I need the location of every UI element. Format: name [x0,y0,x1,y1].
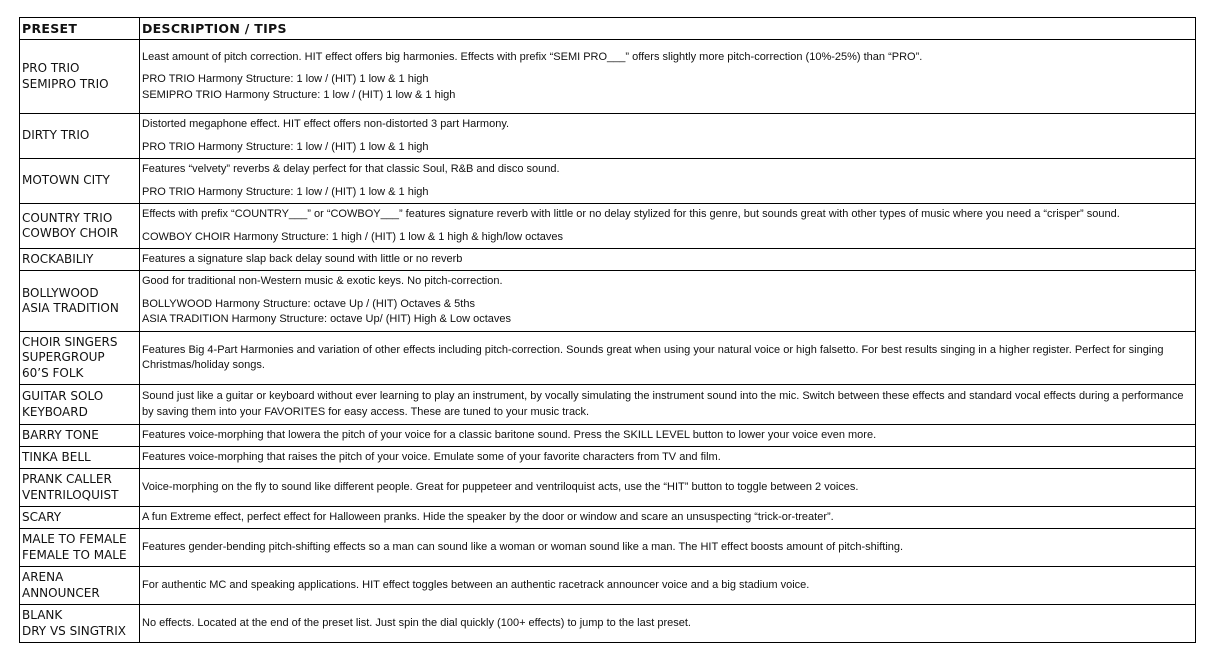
description-cell [140,567,1196,605]
harmony-structure: PRO TRIO Harmony Structure: 1 low / (HIT) 1 low & 1 high [142,185,429,198]
description-cell [140,507,1196,529]
table-body [20,40,1196,643]
preset-cell [20,159,140,204]
preset-name: TINKA BELL [22,449,91,464]
description-cell [140,447,1196,469]
preset-name: DIRTY TRIO [22,128,90,143]
description-text: Least amount of pitch correction. HIT effect offers big harmonies. Effects with prefix “SEMI PRO___” offers slightly more pitch-correction (10%-25%) than “PRO”. [142,50,923,63]
table-row [20,425,1196,447]
presets-table [19,17,1196,643]
preset-name: DRY VS SINGTRIX [22,623,127,638]
table-row [20,385,1196,425]
preset-cell [20,204,140,249]
description-text: Good for traditional non-Western music & exotic keys. No pitch-correction. [142,275,503,288]
preset-cell [20,114,140,159]
table-row [20,114,1196,159]
preset-name: SCARY [22,509,62,524]
preset-cell [20,507,140,529]
description-cell [140,204,1196,249]
preset-name: COWBOY CHOIR [22,226,119,240]
description-text: Effects with prefix “COUNTRY___” or “COWBOY___” features signature reverb with little or no delay stylized for this genre, but sounds great with other types of music where you need a “crisper” sound. [142,208,1120,220]
preset-name: KEYBOARD [22,404,88,419]
description-cell [140,159,1196,204]
preset-name: GUITAR SOLO [22,389,104,403]
description-cell [140,271,1196,332]
preset-name: SUPERGROUP [22,350,105,365]
table-row [20,567,1196,605]
table-row [20,605,1196,643]
description-cell [140,332,1196,385]
preset-cell [20,40,140,114]
preset-name: VENTRILOQUIST [22,487,119,502]
header-description: DESCRIPTION / TIPS [140,18,1196,40]
harmony-structure: SEMIPRO TRIO Harmony Structure: 1 low / (HIT) 1 low & 1 high [142,88,456,101]
table-row [20,507,1196,529]
description-text: No effects. Located at the end of the preset list. Just spin the dial quickly (100+ effects) to jump to the last preset. [142,616,691,629]
table-row [20,249,1196,271]
description-text: Features voice-morphing that raises the pitch of your voice. Emulate some of your favorite characters from TV and film. [142,450,721,463]
harmony-structure: PRO TRIO Harmony Structure: 1 low / (HIT) 1 low & 1 high [142,73,429,86]
description-cell [140,605,1196,643]
description-text: A fun Extreme effect, perfect effect for Halloween pranks. Hide the speaker by the door or window and scare an unsuspecting “trick-or-treater”. [142,510,834,523]
description-cell [140,425,1196,447]
preset-name: FEMALE TO MALE [22,547,127,562]
preset-cell [20,249,140,271]
preset-name: MALE TO FEMALE [22,532,127,546]
header-preset: PRESET [20,18,140,40]
preset-name: COUNTRY TRIO [22,210,113,225]
preset-name: ASIA TRADITION [22,301,119,315]
preset-cell [20,271,140,332]
description-text: Features gender-bending pitch-shifting effects so a man can sound like a woman or woman sound like a man. The HIT effect boosts amount of pitch-shifting. [142,540,904,553]
harmony-structure: COWBOY CHOIR Harmony Structure: 1 high / (HIT) 1 low & 1 high & high/low octaves [142,230,564,243]
harmony-structure: BOLLYWOOD Harmony Structure: octave Up / (HIT) Octaves & 5ths [142,297,475,310]
preset-cell [20,529,140,567]
preset-cell [20,425,140,447]
description-text: Voice-morphing on the fly to sound like different people. Great for puppeteer and ventriloquist acts, use the “HIT” button to toggle between 2 voices. [142,480,859,493]
preset-cell [20,567,140,605]
preset-name: CHOIR SINGERS [22,334,118,349]
description-cell [140,385,1196,425]
preset-cell [20,605,140,643]
preset-name: BARRY TONE [22,427,99,442]
preset-name: MOTOWN CITY [22,173,110,188]
description-text: For authentic MC and speaking applications. HIT effect toggles between an authentic racetrack announcer voice and a big stadium voice. [142,578,810,591]
description-cell [140,114,1196,159]
preset-name: ROCKABILIY [22,251,94,266]
preset-name: PRANK CALLER [22,472,112,486]
table-row [20,271,1196,332]
description-text: Features “velvety” reverbs & delay perfect for that classic Soul, R&B and disco sound. [142,163,560,175]
preset-name: BOLLYWOOD [22,285,99,300]
table-row [20,529,1196,567]
preset-name: 60’S FOLK [22,365,84,380]
preset-cell [20,447,140,469]
table-row [20,204,1196,249]
preset-cell [20,469,140,507]
harmony-structure: PRO TRIO Harmony Structure: 1 low / (HIT) 1 low & 1 high [142,140,429,153]
table-row [20,40,1196,114]
description-text: Sound just like a guitar or keyboard without ever learning to play an instrument, by vocally simulating the instrument sound into the mic. Switch between these effects and standard vocal effects during a performance by saving them into your FAVORITES for easy access. These are tuned to your music track. [142,390,1184,418]
description-text: Features a signature slap back delay sound with little or no reverb [142,252,463,265]
preset-cell [20,385,140,425]
preset-cell [20,332,140,385]
description-cell [140,40,1196,114]
description-text: Distorted megaphone effect. HIT effect offers non-distorted 3 part Harmony. [142,118,510,130]
preset-name: SEMIPRO TRIO [22,76,109,91]
table-row [20,332,1196,385]
preset-name: ARENA [22,570,64,584]
description-text: Features voice-morphing that lowera the pitch of your voice for a classic baritone sound. Press the SKILL LEVEL button to lower your voice even more. [142,428,877,441]
header-row [20,18,1196,40]
description-cell [140,249,1196,271]
description-text: Features Big 4-Part Harmonies and variation of other effects including pitch-correction. Sounds great when using your natural voice or high falsetto. For best results singing in a higher register. Perfect for singing Christmas/holiday songs. [142,343,1164,371]
preset-name: PRO TRIO [22,61,80,75]
preset-name: ANNOUNCER [22,585,100,600]
table-row [20,159,1196,204]
description-cell [140,469,1196,507]
harmony-structure: ASIA TRADITION Harmony Structure: octave Up/ (HIT) High & Low octaves [142,313,512,326]
table-row [20,447,1196,469]
description-cell [140,529,1196,567]
table-row [20,469,1196,507]
preset-name: BLANK [22,608,63,622]
